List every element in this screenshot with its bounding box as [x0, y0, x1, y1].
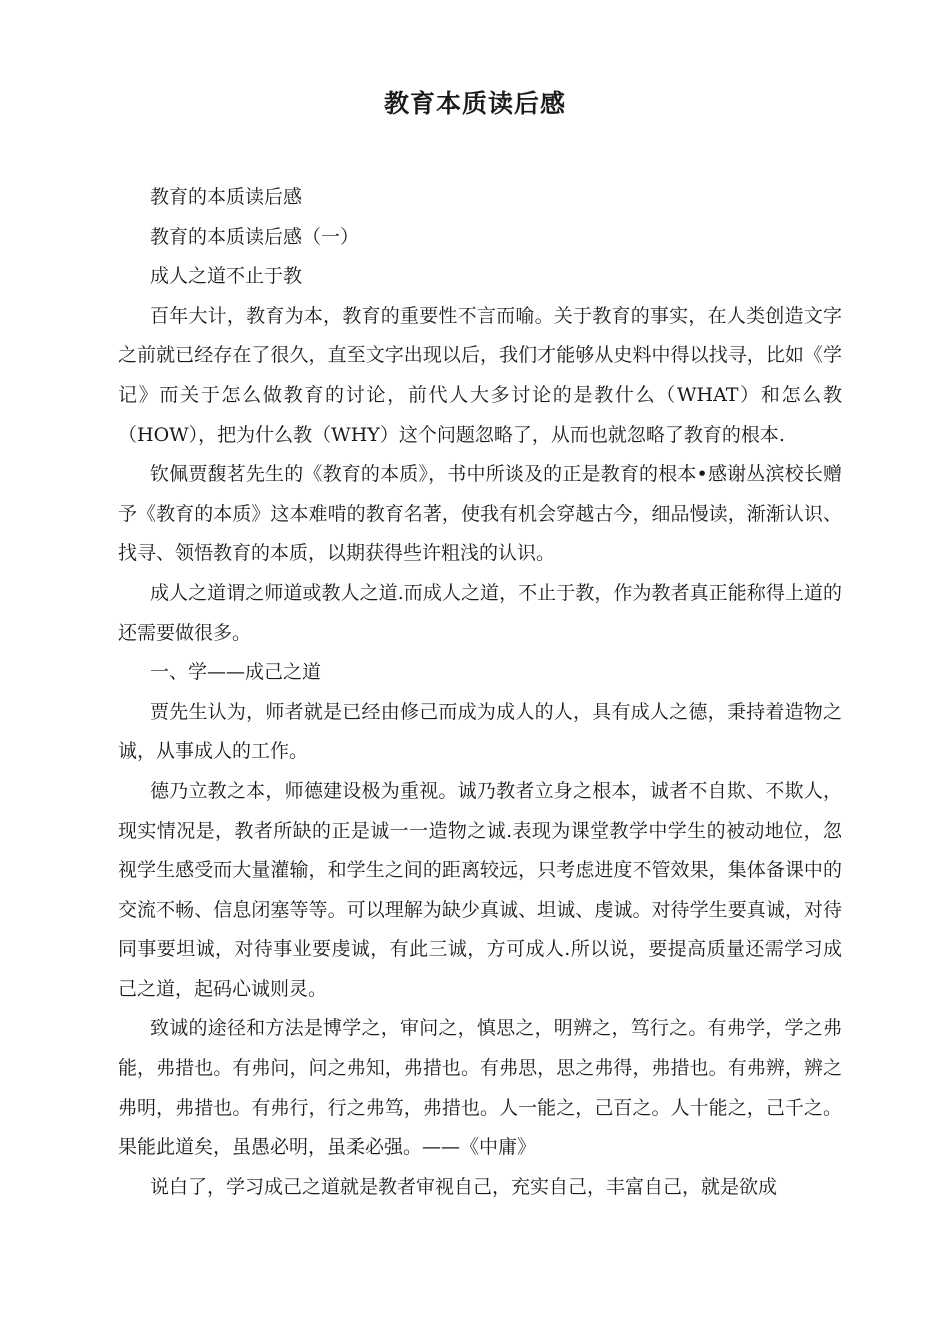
paragraph: 百年大计，教育为本，教育的重要性不言而喻。关于教育的事实，在人类创造文字之前就已经存在了很久，直至文字出现以后，我们才能够从史料中得以找寻，比如《学记》而关于怎么做教育的讨论，前代人大多讨论的是教什么（WHAT）和怎么教（HOW），把为什么教（WHY）这个问题忽略了，从而也就忽略了教育的根本.: [118, 304, 842, 446]
paragraph: 成人之道谓之师道或教人之道.而成人之道，不止于教，作为教者真正能称得上道的还需要做很多。: [118, 581, 842, 644]
paragraph: 成人之道不止于教: [150, 265, 303, 288]
paragraph: 教育的本质读后感（一）: [150, 225, 360, 248]
document-body: [118, 178, 842, 1207]
paragraph: 致诚的途径和方法是博学之，审问之，慎思之，明辨之，笃行之。有弗学，学之弗能，弗措也。有弗问，问之弗知，弗措也。有弗思，思之弗得，弗措也。有弗辨，辨之弗明，弗措也。有弗行，行之弗笃，弗措也。人一能之，己百之。人十能之，己千之。果能此道矣，虽愚必明，虽柔必强。——《中庸》: [118, 1017, 842, 1159]
paragraph: 说白了，学习成己之道就是教者审视自己，充实自己，丰富自己，就是欲成: [150, 1175, 778, 1198]
paragraph: 德乃立教之本，师德建设极为重视。诚乃教者立身之根本，诚者不自欺、不欺人，现实情况是，教者所缺的正是诚一一造物之诚.表现为课堂教学中学生的被动地位，忽视学生感受而大量灌输，和学生之间的距离较远，只考虑进度不管效果，集体备课中的交流不畅、信息闭塞等等。可以理解为缺少真诚、坦诚、虔诚。对待学生要真诚，对待同事要坦诚，对待事业要虔诚，有此三诚，方可成人.所以说，要提高质量还需学习成己之道，起码心诚则灵。: [118, 779, 842, 1000]
document-title: 教育本质读后感: [383, 89, 566, 118]
paragraph: 贾先生认为，师者就是已经由修己而成为成人的人，具有成人之德，秉持着造物之诚，从事成人的工作。: [118, 700, 842, 763]
section-heading: 一、学——成己之道: [150, 661, 322, 684]
paragraph: 教育的本质读后感: [150, 186, 303, 208]
paragraph: 钦佩贾馥茗先生的《教育的本质》，书中所谈及的正是教育的根本•感谢丛滨校长赠予《教育的本质》这本难啃的教育名著，使我有机会穿越古今，细品慢读，渐渐认识、找寻、领悟教育的本质，以期获得些许粗浅的认识。: [118, 463, 842, 565]
